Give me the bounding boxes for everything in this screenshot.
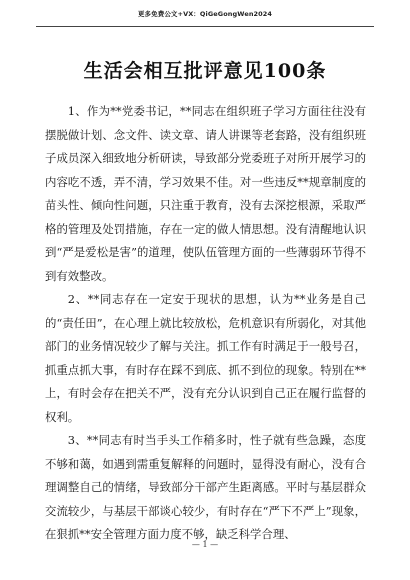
header-note: 更多免费公文+VX：QiGeGongWen2024 xyxy=(137,10,273,18)
document-body xyxy=(45,100,366,547)
paragraph-3: 3、**同志有时当手头工作稍多时，性子就有些急躁，态度不够和蔼，如遇到需重复解释的问题时，显得没有耐心，没有合理调整自己的情绪，导致部分干部产生距离感。平时与基层群众交流较少，与基层干部谈心较少，有时存在“严下不严上”现象，在狠抓**安全管理方面力度不够，缺乏科学合理、 xyxy=(45,433,366,541)
page-number: — 1 — xyxy=(191,540,219,549)
document-title: 生活会相互批评意见100条 xyxy=(83,60,327,82)
header-divider xyxy=(36,26,374,27)
paragraph-2: 2、**同志存在一定安于现状的思想，认为**业务是自己的“责任田”，在心理上就比较放松，危机意识有所弱化，对其他部门的业务情况较少了解与关注。抓工作有时满足于一般号召，抓重点抓大事，有时存在踩不到底、抓不到位的现象。特别在**上，有时会存在把关不严，没有充分认识到自己正在履行监督的权利。 xyxy=(45,292,366,424)
paragraph-1: 1、作为**党委书记，**同志在组织班子学习方面往往没有摆脱做计划、念文件、读文章、请人讲课等老套路，没有组织班子成员深入细致地分析研读，导致部分党委班子对所开展学习的内容吃不透，弄不清，学习效果不佳。对一些违反**规章制度的苗头性、倾向性问题，只注重于教育，没有去深挖根源，采取严格的管理及处罚措施，存在一定的做人情思想。没有清醒地认识到“严是爱松是害”的道理，使队伍管理方面的一些薄弱环节得不到有效整改。 xyxy=(45,104,366,283)
